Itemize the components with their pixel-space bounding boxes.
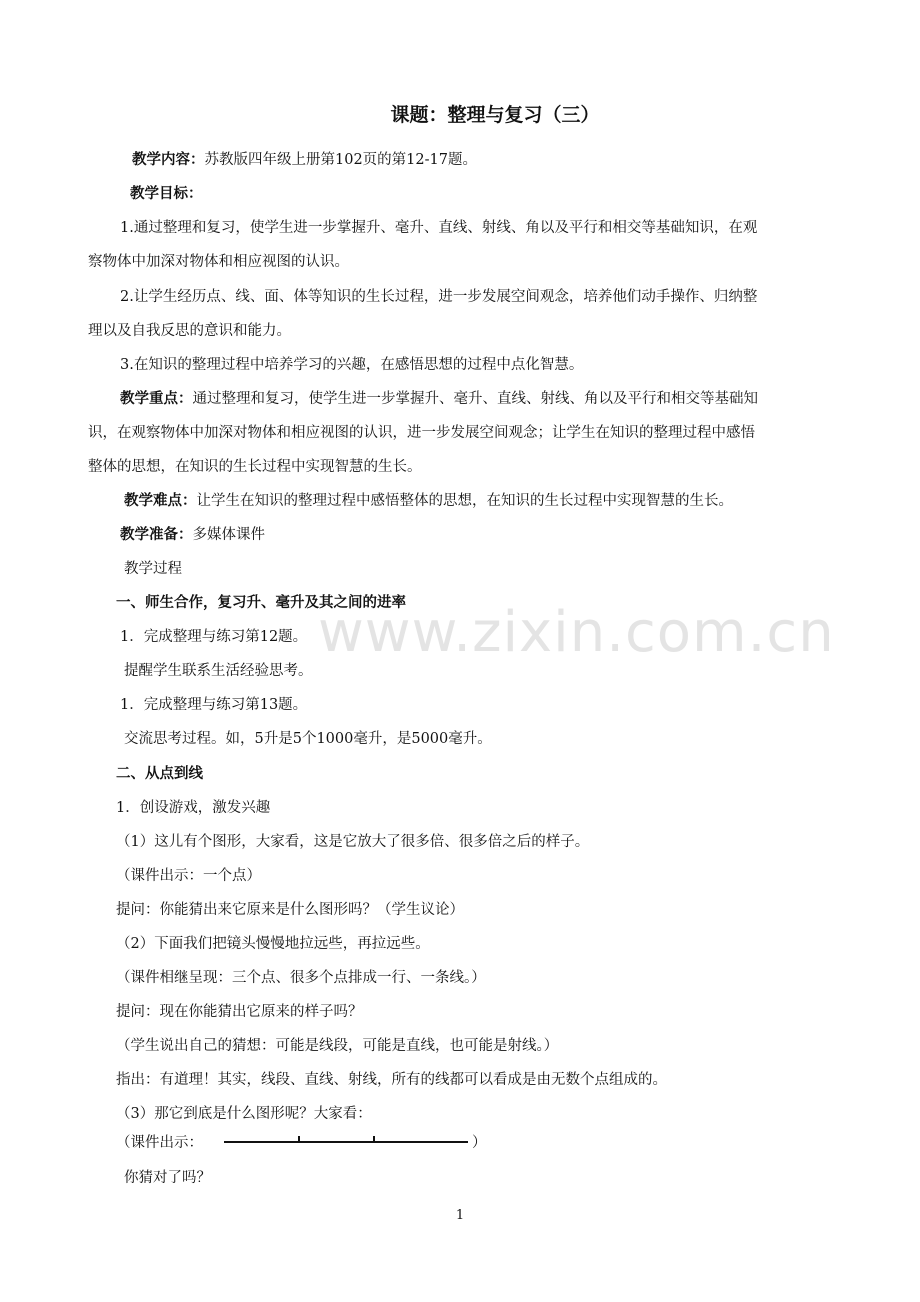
section-1-line: 交流思考过程。如，5升是5个1000毫升，是5000毫升。 bbox=[124, 731, 492, 747]
section-2-line: （学生说出自己的猜想：可能是线段，可能是直线，也可能是射线。） bbox=[116, 1038, 559, 1054]
key-points-line-2: 识，在观察物体中加深对物体和相应视图的认识，进一步发展空间观念；让学生在知识的整理过程中感悟 bbox=[88, 425, 755, 441]
section-2-line: （课件出示：一个点） bbox=[116, 868, 261, 884]
difficulty-label: 教学难点： bbox=[124, 492, 197, 509]
preparation bbox=[120, 525, 265, 545]
segment-endpoint-mark bbox=[298, 1136, 300, 1143]
page-title: 课题：整理与复习（三） bbox=[390, 104, 600, 126]
goal-1-line-2: 察物体中加深对物体和相应视图的认识。 bbox=[88, 254, 349, 270]
difficulty bbox=[124, 491, 733, 511]
section-1-line: 1．完成整理与练习第13题。 bbox=[120, 697, 308, 713]
goal-2-line-1: 2.让学生经历点、线、面、体等知识的生长过程，进一步发展空间观念，培养他们动手操作、归纳整 bbox=[120, 289, 758, 305]
section-2-line: 指出：有道理！其实，线段、直线、射线，所有的线都可以看成是由无数个点组成的。 bbox=[116, 1072, 667, 1088]
preparation-text: 多媒体课件 bbox=[192, 527, 265, 543]
segment-endpoint-mark bbox=[373, 1136, 375, 1143]
section-2-line: （课件相继呈现：三个点、很多个点排成一行、一条线。） bbox=[116, 970, 486, 986]
section-2-last-line: 你猜对了吗？ bbox=[124, 1170, 211, 1186]
section-2-heading: 二、从点到线 bbox=[116, 765, 203, 782]
section-2-line: 1．创设游戏，激发兴趣 bbox=[116, 800, 271, 816]
section-1-line: 提醒学生联系生活经验思考。 bbox=[124, 663, 313, 679]
page-number: 1 bbox=[455, 1208, 465, 1223]
watermark: www.zixin.com.cn bbox=[318, 600, 835, 665]
difficulty-text: 让学生在知识的整理过程中感悟整体的思想，在知识的生长过程中实现智慧的生长。 bbox=[196, 493, 733, 509]
teaching-goals-label: 教学目标： bbox=[130, 185, 203, 202]
preparation-label: 教学准备： bbox=[120, 526, 193, 543]
courseware-show-close: ） bbox=[472, 1135, 487, 1151]
section-2-line: 提问：你能猜出来它原来是什么图形吗？（学生议论） bbox=[116, 902, 464, 918]
section-1-heading: 一、师生合作，复习升、毫升及其之间的进率 bbox=[116, 594, 406, 611]
key-points-label: 教学重点： bbox=[120, 390, 193, 407]
key-points-line-1 bbox=[120, 389, 758, 409]
goal-2-line-2: 理以及自我反思的意识和能力。 bbox=[88, 323, 291, 339]
section-2-line: 提问：现在你能猜出它原来的样子吗？ bbox=[116, 1004, 363, 1020]
section-2-line: （2）下面我们把镜头慢慢地拉远些，再拉远些。 bbox=[116, 936, 430, 952]
process-label: 教学过程 bbox=[124, 561, 182, 577]
teaching-content bbox=[132, 150, 477, 170]
section-1-line: 1．完成整理与练习第12题。 bbox=[120, 629, 308, 645]
section-2-line: （3）那它到底是什么图形呢？大家看： bbox=[116, 1106, 372, 1122]
key-points-text: 通过整理和复习，使学生进一步掌握升、毫升、直线、射线、角以及平行和相交等基础知 bbox=[192, 391, 758, 407]
goal-1-line-1: 1.通过整理和复习，使学生进一步掌握升、毫升、直线、射线、角以及平行和相交等基础知识，在观 bbox=[120, 220, 758, 236]
teaching-content-text: 苏教版四年级上册第102页的第12-17题。 bbox=[204, 152, 477, 168]
goal-3: 3.在知识的整理过程中培养学习的兴趣，在感悟思想的过程中点化智慧。 bbox=[120, 357, 584, 373]
key-points-line-3: 整体的思想，在知识的生长过程中实现智慧的生长。 bbox=[88, 459, 422, 475]
teaching-content-label: 教学内容： bbox=[132, 151, 205, 168]
section-2-line: （1）这儿有个图形，大家看，这是它放大了很多倍、很多倍之后的样子。 bbox=[116, 834, 590, 850]
courseware-show-open: （课件出示： bbox=[116, 1135, 203, 1151]
line-segment-figure bbox=[224, 1141, 468, 1143]
